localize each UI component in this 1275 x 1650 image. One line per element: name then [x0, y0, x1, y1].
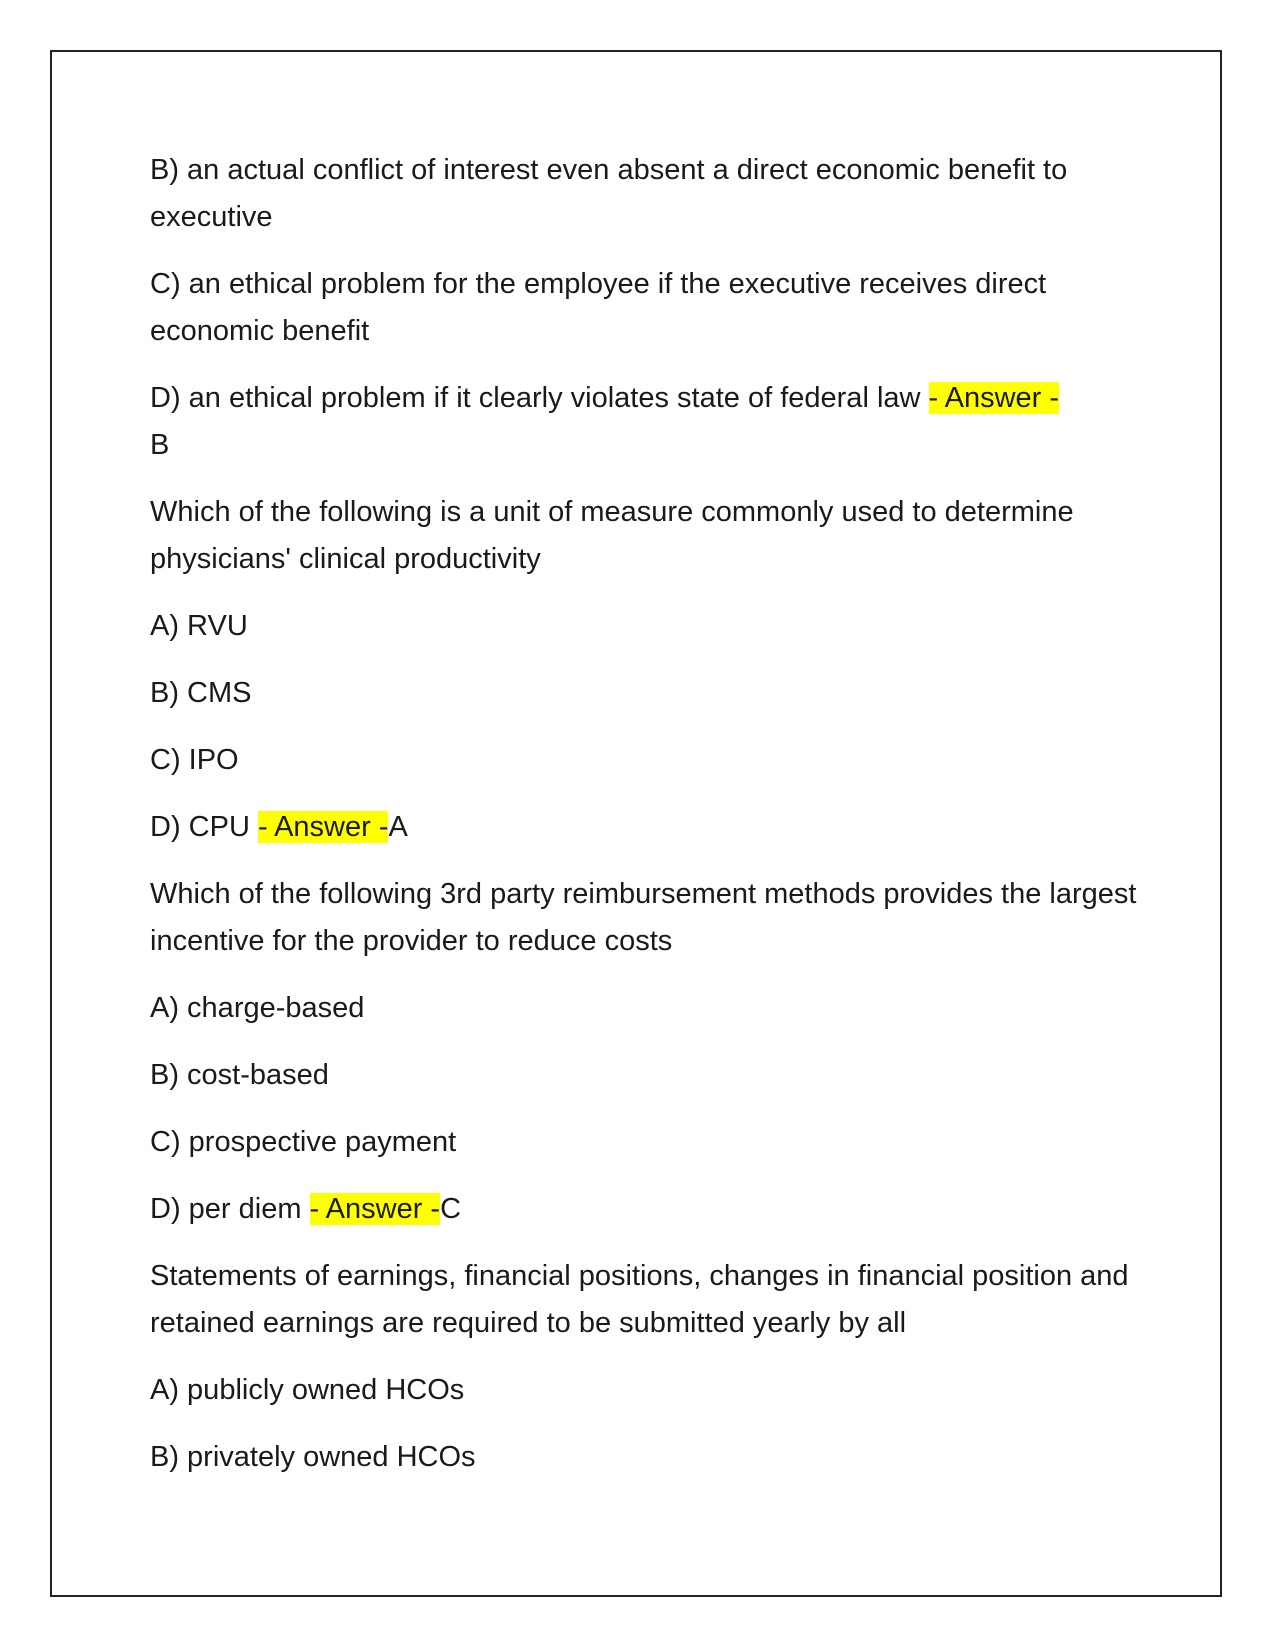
- paragraph-text: D) an ethical problem if it clearly violates state of federal law: [150, 382, 929, 414]
- question-text: [150, 489, 1140, 583]
- paragraph-text: B) privately owned HCOs: [150, 1441, 476, 1473]
- answer-value: C: [440, 1193, 462, 1225]
- answer-option: [150, 1186, 1140, 1233]
- answer-highlight: - Answer -: [309, 1193, 441, 1225]
- answer-option: [150, 1119, 1140, 1166]
- paragraph-text: A) charge-based: [150, 992, 365, 1024]
- answer-option: [150, 670, 1140, 717]
- paragraph-text: B) an actual conflict of interest even absent a direct economic benefit to executive: [150, 154, 1068, 233]
- answer-option: [150, 147, 1140, 241]
- paragraph-text: C) prospective payment: [150, 1126, 457, 1158]
- answer-option: [150, 1367, 1140, 1414]
- document-body: [150, 147, 1140, 1501]
- answer-value: B: [150, 429, 170, 461]
- paragraph-text: Which of the following 3rd party reimbursement methods provides the largest incentive for the provider to reduce costs: [150, 878, 1137, 957]
- paragraph-text: D) CPU: [150, 811, 258, 843]
- answer-highlight: - Answer -: [257, 811, 389, 843]
- answer-option: [150, 603, 1140, 650]
- answer-option: [150, 804, 1140, 851]
- paragraph-text: B) cost-based: [150, 1059, 329, 1091]
- question-text: [150, 871, 1140, 965]
- paragraph-text: B) CMS: [150, 677, 252, 709]
- paragraph-text: A) RVU: [150, 610, 248, 642]
- answer-option: [150, 1052, 1140, 1099]
- paragraph-text: Statements of earnings, financial positions, changes in financial position and retained earnings are required to be submitted yearly by all: [150, 1260, 1129, 1339]
- answer-option: [150, 1434, 1140, 1481]
- answer-option: [150, 261, 1140, 355]
- paragraph-text: C) an ethical problem for the employee if the executive receives direct economic benefit: [150, 268, 1047, 347]
- answer-option: [150, 985, 1140, 1032]
- question-text: [150, 1253, 1140, 1347]
- answer-option: [150, 737, 1140, 784]
- paragraph-text: A) publicly owned HCOs: [150, 1374, 465, 1406]
- answer-value: A: [388, 811, 408, 843]
- answer-highlight: - Answer -: [928, 382, 1060, 414]
- paragraph-text: C) IPO: [150, 744, 239, 776]
- paragraph-text: D) per diem: [150, 1193, 310, 1225]
- answer-option: [150, 375, 1140, 469]
- paragraph-text: Which of the following is a unit of measure commonly used to determine physicians' clinical productivity: [150, 496, 1074, 575]
